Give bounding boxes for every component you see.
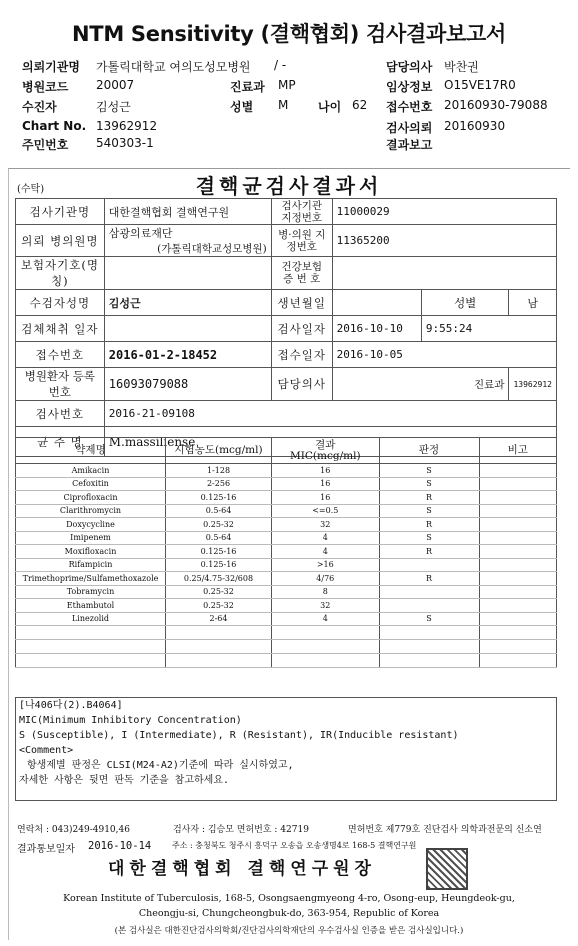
receipt-number-label: 접수번호: [16, 342, 105, 368]
doctor-value: [332, 368, 421, 401]
institute-name: 대한결핵협회 결핵연구원장: [108, 859, 376, 879]
empty-cell: [16, 640, 166, 654]
exam-number-value: 2016-21-09108: [104, 401, 556, 427]
concentration-header: 시험농도(mcg/ml): [166, 438, 272, 464]
test-date-value: 2016-10-10: [332, 316, 421, 342]
header-label-report-date: 결과보고: [386, 138, 433, 152]
notes-box: [15, 697, 557, 801]
test-time-value: 9:55:24: [421, 316, 556, 342]
drug-remarks: [479, 599, 556, 613]
drug-row: [16, 585, 557, 599]
header-label-receipt-no: 접수번호: [386, 100, 433, 114]
drug-remarks: [479, 491, 556, 505]
empty-cell: [16, 626, 166, 640]
note-comment-heading: <Comment>: [19, 745, 74, 756]
drug-row: [16, 491, 557, 505]
footer-report-date-value: 2016-10-14: [88, 840, 152, 852]
drug-row: [16, 558, 557, 572]
header-value-clinical: O15VE17R0: [444, 78, 516, 92]
note-legend: S (Susceptible), I (Intermediate), R (Resistant), IR(Inducible resistant): [19, 730, 459, 741]
drug-concentration: 0.5-64: [166, 531, 272, 545]
interpretation-header: 판정: [379, 438, 479, 464]
drug-interpretation: [379, 585, 479, 599]
organism-label: 균 주 명: [16, 427, 105, 457]
department-value: 13962912: [509, 368, 557, 401]
empty-cell: [379, 640, 479, 654]
header-value-org: 가톨릭대학교 여의도성모병원: [96, 60, 251, 74]
header-label-sex: 성별: [230, 100, 254, 114]
drug-mic: 32: [272, 518, 380, 532]
patient-registration-label: 병원환자 등록번호: [16, 368, 105, 401]
empty-cell: [166, 626, 272, 640]
lab-name-value: 대한결핵협회 결핵연구원: [104, 199, 271, 225]
footer-address-kr: 주소 : 충청북도 청주시 흥덕구 오송읍 오송생명4로 168-5 결핵연구원: [172, 841, 417, 850]
drug-interpretation: [379, 558, 479, 572]
drug-name: Ciprofloxacin: [16, 491, 166, 505]
patient-info-table: [15, 198, 557, 457]
drug-concentration: 0.125-16: [166, 558, 272, 572]
collection-date-value: [104, 316, 271, 342]
requesting-hospital-cell: [104, 225, 271, 257]
drug-interpretation: S: [379, 504, 479, 518]
consignment-stamp: (수탁): [17, 184, 45, 195]
sex-value: 남: [509, 290, 557, 316]
header-label-patient: 수진자: [22, 100, 57, 114]
drug-name: Clarithromycin: [16, 504, 166, 518]
drug-row: [16, 531, 557, 545]
drug-susceptibility-table: [15, 437, 557, 668]
empty-cell: [166, 654, 272, 668]
drug-remarks: [479, 518, 556, 532]
drug-name: Linezolid: [16, 612, 166, 626]
note-code: [나406다(2).B4064]: [19, 700, 123, 711]
requesting-hospital-value: 삼광의료재단: [108, 227, 173, 240]
drug-mic: 16: [272, 477, 380, 491]
drug-remarks: [479, 531, 556, 545]
header-label-hospital-code: 병원코드: [22, 80, 69, 94]
header-value-request-date: 20160930: [444, 119, 506, 133]
header-value-age: 62: [352, 98, 368, 112]
receipt-date-value: 2016-10-05: [332, 342, 556, 368]
drug-mic: 4/76: [272, 572, 380, 586]
drug-name: Doxycycline: [16, 518, 166, 532]
empty-cell: [16, 654, 166, 668]
drug-row: [16, 572, 557, 586]
note-comment-line-1: 항생제별 판정은 CLSI(M24-A2)기준에 따라 실시하였고,: [27, 760, 294, 771]
header-label-chart-no: Chart No.: [22, 119, 87, 133]
requesting-hospital-label: 의뢰 병의원명: [16, 225, 105, 257]
drug-concentration: 0.5-64: [166, 504, 272, 518]
empty-cell: [479, 640, 556, 654]
insurer-value: [104, 257, 271, 290]
drug-interpretation: S: [379, 477, 479, 491]
drug-row: [16, 504, 557, 518]
sex-label: 성별: [421, 290, 509, 316]
drug-remarks: [479, 477, 556, 491]
drug-remarks: [479, 545, 556, 559]
drug-concentration: 1-128: [166, 464, 272, 478]
drug-row-empty: [16, 626, 557, 640]
drug-remarks: [479, 558, 556, 572]
remarks-header: 비고: [479, 438, 556, 464]
requesting-hospital-sub: (가톨릭대학교성모병원): [157, 243, 267, 255]
header-label-request-date: 검사의뢰: [386, 121, 433, 135]
insurer-label: 보험자기호(명칭): [16, 257, 105, 290]
drug-mic: 16: [272, 491, 380, 505]
mic-header: 결과 MIC(mcg/ml): [272, 438, 380, 464]
birth-date-value: [332, 290, 421, 316]
drug-interpretation: S: [379, 612, 479, 626]
header-label-org: 의뢰기관명: [22, 60, 80, 74]
receipt-date-label: 접수일자: [271, 342, 332, 368]
drug-mic: 4: [272, 545, 380, 559]
drug-name: Moxifloxacin: [16, 545, 166, 559]
birth-date-label: 생년월일: [271, 290, 332, 316]
header-label-age: 나이: [318, 100, 342, 114]
doctor-label: 담당의사: [271, 368, 332, 401]
empty-cell: [272, 654, 380, 668]
department-label: 진료과: [421, 368, 509, 401]
drug-concentration: 2-64: [166, 612, 272, 626]
drug-concentration: 0.25-32: [166, 518, 272, 532]
exam-number-label: 검사번호: [16, 401, 105, 427]
drug-mic: >16: [272, 558, 380, 572]
hospital-number-value: 11365200: [332, 225, 556, 257]
footer-accreditation: (본 검사실은 대한진단검사의학회/진단검사의학재단의 우수검사실 인증을 받은 검사실입니다.): [114, 926, 464, 936]
examinee-name-value: 김성근: [104, 290, 271, 316]
drug-name: Tobramycin: [16, 585, 166, 599]
drug-interpretation: R: [379, 545, 479, 559]
footer-contact: 연락처 : 043)249-4910,46: [17, 825, 130, 835]
official-seal: [426, 848, 468, 890]
lab-number-value: 11000029: [332, 199, 556, 225]
empty-cell: [379, 654, 479, 668]
header-ward: / -: [274, 58, 287, 72]
footer-address-en-2: Cheongju-si, Chungcheongbuk-do, 363-954, Republic of Korea: [138, 908, 440, 919]
lab-number-label: 검사기관 지정번호: [271, 199, 332, 225]
drug-interpretation: R: [379, 518, 479, 532]
drug-remarks: [479, 504, 556, 518]
drug-remarks: [479, 612, 556, 626]
drug-concentration: 0.125-16: [166, 545, 272, 559]
drug-concentration: 0.25-32: [166, 599, 272, 613]
drug-name: Trimethoprime/Sulfamethoxazole: [16, 572, 166, 586]
hospital-number-label: 병·의원 지정번호: [271, 225, 332, 257]
drug-row: [16, 477, 557, 491]
drug-name: Ethambutol: [16, 599, 166, 613]
header-value-dept: MP: [278, 78, 296, 92]
drug-row: [16, 612, 557, 626]
drug-mic: 8: [272, 585, 380, 599]
footer-report-date-label: 결과통보일자: [17, 844, 75, 855]
drug-interpretation: R: [379, 491, 479, 505]
drug-remarks: [479, 585, 556, 599]
drug-concentration: 0.125-16: [166, 491, 272, 505]
empty-cell: [479, 654, 556, 668]
header-value-chart-no: 13962912: [96, 119, 158, 133]
header-value-hospital-code: 20007: [96, 78, 135, 92]
organism-value: M.massiliense: [104, 427, 556, 457]
drug-row: [16, 518, 557, 532]
footer-examiner: 검사자 : 김승모 면허번호 : 42719: [173, 825, 309, 835]
note-mic-definition: MIC(Minimum Inhibitory Concentration): [19, 715, 242, 726]
drug-table-body: [16, 464, 557, 668]
drug-mic: 16: [272, 464, 380, 478]
header-value-resident-no: 540303-1: [96, 136, 154, 150]
drug-mic: 4: [272, 612, 380, 626]
drug-remarks: [479, 572, 556, 586]
drug-name: Rifampicin: [16, 558, 166, 572]
empty-cell: [479, 626, 556, 640]
empty-cell: [272, 626, 380, 640]
drug-mic: 32: [272, 599, 380, 613]
drug-name: Imipenem: [16, 531, 166, 545]
drug-interpretation: S: [379, 531, 479, 545]
footer-license: 면허번호 제779호 진단검사 의학과전문의 신소연: [348, 825, 542, 835]
note-comment-line-2: 자세한 사항은 뒷면 판독 기준을 참고하세요.: [19, 775, 230, 786]
header-label-doctor: 담당의사: [386, 60, 433, 74]
collection-date-label: 검체채취 일자: [16, 316, 105, 342]
header-value-receipt-no: 20160930-79088: [444, 98, 548, 112]
empty-cell: [166, 640, 272, 654]
receipt-number-value: 2016-01-2-18452: [104, 342, 271, 368]
drug-concentration: 0.25/4.75-32/608: [166, 572, 272, 586]
examinee-name-label: 수검자성명: [16, 290, 105, 316]
header-value-sex: M: [278, 98, 289, 112]
empty-cell: [379, 626, 479, 640]
footer-address-en-1: Korean Institute of Tuberculosis, 168-5, Osongsaengmyeong 4-ro, Osong-eup, Heungdeok-gu,: [63, 893, 515, 904]
drug-mic: 4: [272, 531, 380, 545]
drug-mic: <=0.5: [272, 504, 380, 518]
drug-interpretation: [379, 599, 479, 613]
header-value-doctor: 박찬권: [444, 60, 479, 74]
drug-concentration: 0.25-32: [166, 585, 272, 599]
lab-name-label: 검사기관명: [16, 199, 105, 225]
page-title: NTM Sensitivity (결핵협회) 검사결과보고서: [72, 22, 506, 46]
drug-header: 약제명: [16, 438, 166, 464]
drug-name: Cefoxitin: [16, 477, 166, 491]
drug-name: Amikacin: [16, 464, 166, 478]
drug-row-empty: [16, 640, 557, 654]
drug-interpretation: S: [379, 464, 479, 478]
drug-interpretation: R: [379, 572, 479, 586]
drug-remarks: [479, 464, 556, 478]
drug-row: [16, 599, 557, 613]
drug-row: [16, 545, 557, 559]
drug-row-empty: [16, 654, 557, 668]
header-label-dept: 진료과: [230, 80, 265, 94]
report-heading: 결핵균검사결과서: [195, 174, 383, 198]
drug-row: [16, 464, 557, 478]
insurance-number-label: 건강보험 증 번 호: [271, 257, 332, 290]
header-label-resident-no: 주민번호: [22, 138, 69, 152]
test-date-label: 검사일자: [271, 316, 332, 342]
insurance-number-value: [332, 257, 556, 290]
patient-registration-value: 16093079088: [104, 368, 271, 401]
empty-cell: [272, 640, 380, 654]
header-label-clinical: 임상정보: [386, 80, 433, 94]
header-value-patient: 김성근: [96, 100, 131, 114]
drug-concentration: 2-256: [166, 477, 272, 491]
